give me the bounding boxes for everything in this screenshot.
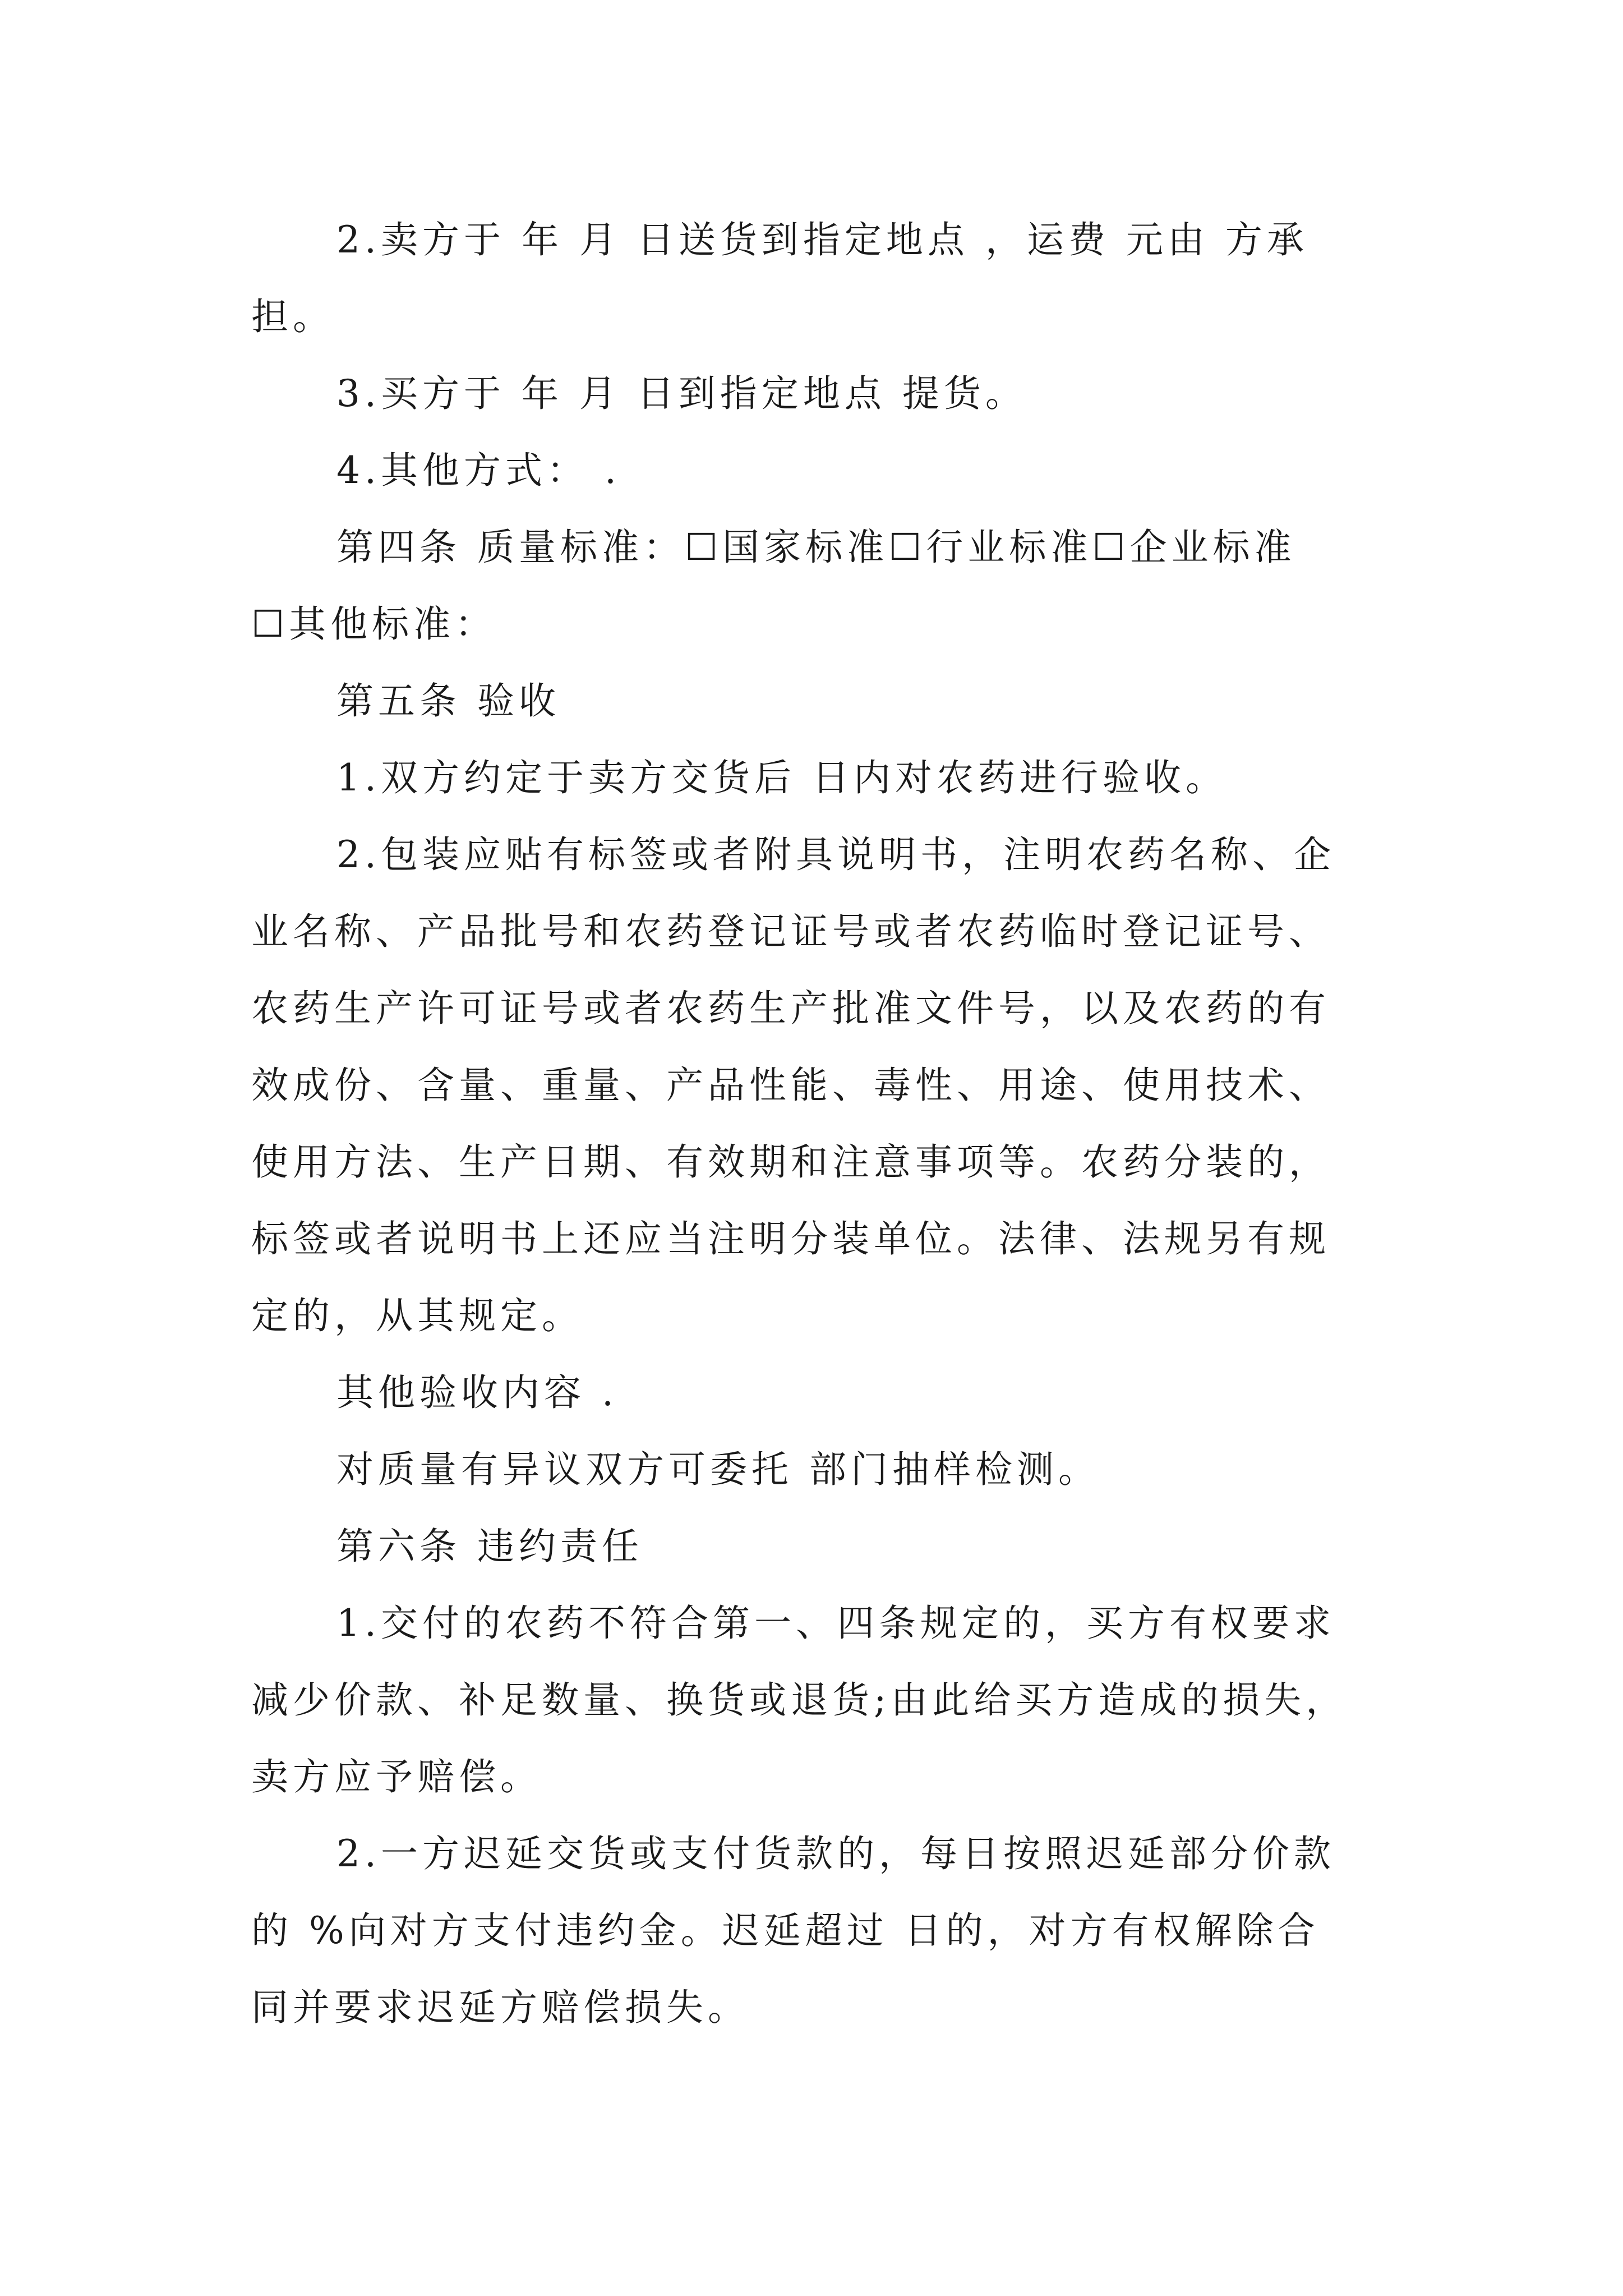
text-line: 2.卖方于 年 月 日送货到指定地点 ，运费 元由 方承: [336, 218, 1308, 261]
text-line: 效成份、含量、重量、产品性能、毒性、用途、使用技术、: [251, 1064, 1330, 1107]
text-line: 第六条 违约责任: [336, 1525, 643, 1568]
text-line: 对质量有异议双方可委托 部门抽样检测。: [336, 1448, 1100, 1491]
text-line: 业名称、产品批号和农药登记证号或者农药临时登记证号、: [251, 910, 1330, 953]
text-line: 标签或者说明书上还应当注明分装单位。法律、法规另有规: [251, 1217, 1330, 1260]
text-line: 第四条 质量标准：☐国家标准☐行业标准☐企业标准: [336, 526, 1296, 569]
text-line: 减少价款、补足数量、换货或退货;由此给买方造成的损失，: [251, 1678, 1348, 1722]
text-line: 卖方应予赔偿。: [251, 1755, 542, 1798]
text-line: 农药生产许可证号或者农药生产批准文件号，以及农药的有: [251, 987, 1330, 1030]
text-line: 2.一方迟延交货或支付货款的，每日按照迟延部分价款: [336, 1832, 1335, 1875]
text-line: ☐其他标准：: [251, 602, 497, 646]
text-line: 1.双方约定于卖方交货后 日内对农药进行验收。: [336, 756, 1227, 799]
text-line: 1.交付的农药不符合第一、四条规定的，买方有权要求: [336, 1602, 1335, 1645]
text-line: 使用方法、生产日期、有效期和注意事项等。农药分装的，: [251, 1140, 1330, 1184]
text-line: 同并要求迟延方赔偿损失。: [251, 1986, 749, 2029]
text-line: 第五条 验收: [336, 679, 560, 723]
text-line: 3.买方于 年 月 日到指定地点 提货。: [336, 372, 1027, 415]
text-line: 4.其他方式： .: [336, 449, 621, 492]
text-line: 担。: [251, 295, 334, 338]
text-line: 其他验收内容 .: [336, 1371, 618, 1414]
text-line: 定的，从其规定。: [251, 1294, 583, 1337]
text-line: 的 %向对方支付违约金。迟延超过 日的，对方有权解除合: [251, 1909, 1320, 1952]
text-line: 2.包装应贴有标签或者附具说明书，注明农药名称、企: [336, 833, 1335, 876]
